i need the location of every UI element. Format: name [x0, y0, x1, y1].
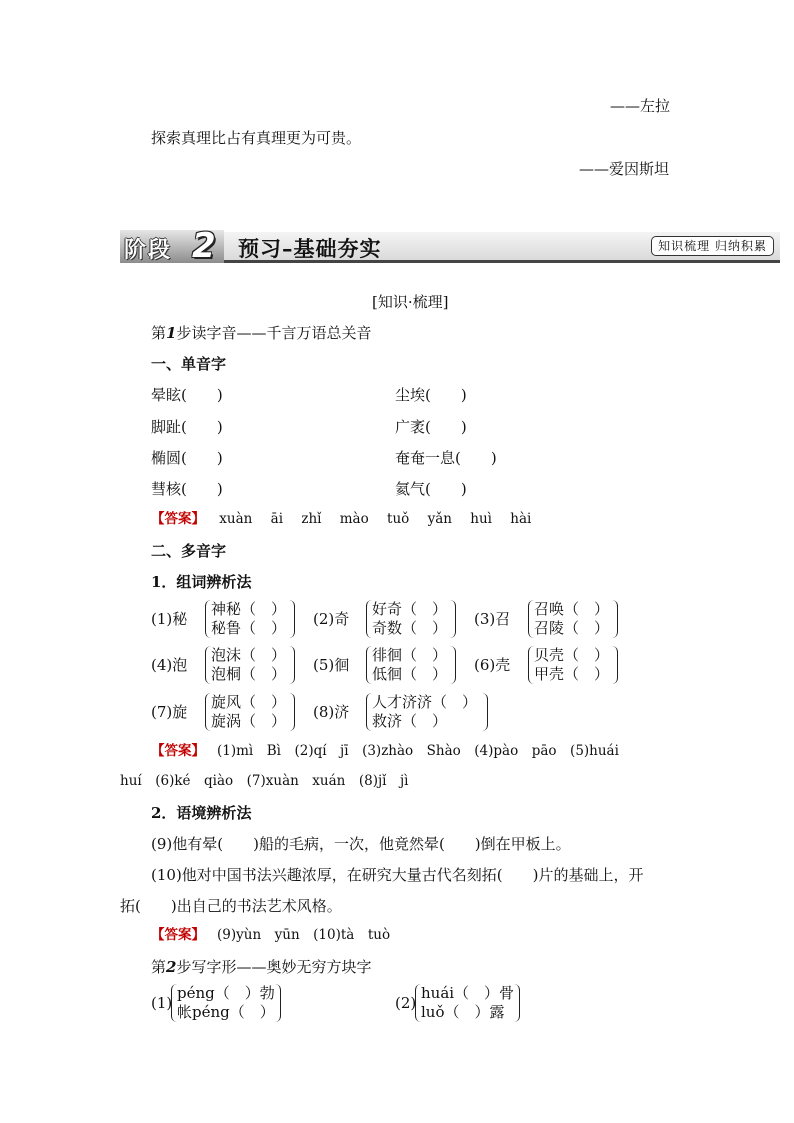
- part2-answer-line1: [151, 743, 619, 759]
- banner-tag: 知识梳理 归纳积累: [651, 236, 774, 256]
- group-item: 泡桐（ ）: [211, 665, 287, 683]
- stage-number: 2: [192, 226, 216, 266]
- part1-title: 一、单音字: [151, 355, 227, 373]
- word-item: 椭圆( ): [151, 449, 223, 467]
- group-item: 人才济济（ ）: [372, 693, 478, 711]
- right-brace: [481, 693, 488, 731]
- answer-label: 【答案】: [151, 927, 205, 943]
- group-item: 低徊（ ）: [372, 665, 448, 683]
- word-item: 尘埃( ): [395, 386, 467, 404]
- answer-value: yǎn: [427, 511, 452, 527]
- group-item: 召陵（ ）: [534, 619, 610, 637]
- right-brace: [449, 600, 456, 638]
- word-item: 晕眩( ): [151, 386, 223, 404]
- group-item: 徘徊（ ）: [372, 646, 448, 664]
- group-item: 贝壳（ ）: [534, 646, 610, 664]
- group-item: 奇数（ ）: [372, 619, 448, 637]
- right-brace: [611, 646, 618, 684]
- stage-label: 阶段: [124, 238, 173, 263]
- step1-number: 1: [166, 324, 177, 342]
- answer-label: 【答案】: [151, 743, 205, 759]
- word-item: 彗核( ): [151, 480, 223, 498]
- answer-value: (9)yùn yūn (10)tà tuò: [217, 927, 391, 943]
- part1-answer: [151, 511, 531, 527]
- group-label: (2)奇: [313, 610, 350, 628]
- right-brace: [288, 646, 295, 684]
- context-sentence: (9)他有晕( )船的毛病，一次，他竟然晕( )倒在甲板上。: [151, 835, 571, 853]
- answer-value: zhǐ: [301, 511, 322, 527]
- answer-value: āi: [270, 511, 284, 527]
- group-label: (5)徊: [313, 656, 350, 674]
- group-item: 旋风（ ）: [211, 693, 287, 711]
- group-item: 救济（ ）: [372, 712, 448, 730]
- method1-title: 1．组词辨析法: [151, 573, 252, 591]
- step2-heading: [151, 958, 371, 976]
- stage-banner: [120, 226, 780, 266]
- group-item: 泡沫（ ）: [211, 646, 287, 664]
- right-brace: [611, 600, 618, 638]
- word-item: 氦气( ): [395, 480, 467, 498]
- method2-title: 2．语境辨析法: [151, 804, 252, 822]
- shape-item: péng（ ）勃: [177, 984, 275, 1002]
- shape-item: luǒ（ ）露: [421, 1003, 505, 1021]
- part2-title: 二、多音字: [151, 542, 227, 560]
- shape-item: 帐péng（ ）: [177, 1003, 275, 1021]
- right-brace: [513, 984, 520, 1022]
- part2-answer-line2: huí (6)ké qiào (7)xuàn xuán (8)jǐ jì: [120, 773, 409, 789]
- answer-value: xuàn: [219, 511, 253, 527]
- right-brace: [274, 984, 281, 1022]
- stage-badge: [120, 226, 224, 266]
- context-sentence: (10)他对中国书法兴趣浓厚，在研究大量古代名刻拓( )片的基础上，开: [151, 866, 644, 884]
- group-label: (6)壳: [474, 656, 511, 674]
- answer-value: mào: [339, 511, 369, 527]
- group-item: 甲壳（ ）: [534, 665, 610, 683]
- step1-heading: [151, 324, 371, 342]
- section-title: [知识·梳理]: [372, 293, 449, 311]
- quote-attribution-einstein: ——爱因斯坦: [579, 160, 670, 178]
- right-brace: [288, 600, 295, 638]
- step2-rest: 步写字形——奥妙无穷方块字: [176, 958, 372, 976]
- word-item: 脚趾( ): [151, 418, 223, 436]
- word-item: 奄奄一息( ): [395, 449, 497, 467]
- group-item: 神秘（ ）: [211, 600, 287, 618]
- context-sentence-cont: 拓( )出自己的书法艺术风格。: [120, 897, 342, 915]
- group-item: 秘鲁（ ）: [211, 619, 287, 637]
- part2-answer2: [151, 927, 390, 943]
- answer-value: (1)mì Bì (2)qí jī (3)zhào Shào (4)pào pāo (5)huái: [217, 743, 619, 759]
- quote-text: 探索真理比占有真理更为可贵。: [151, 129, 362, 147]
- answer-value: huì: [470, 511, 492, 527]
- step1-prefix: 第: [151, 324, 167, 342]
- shape-group-label: (2): [395, 994, 417, 1012]
- group-item: 好奇（ ）: [372, 600, 448, 618]
- group-item: 旋涡（ ）: [211, 712, 287, 730]
- answer-label: 【答案】: [151, 511, 205, 527]
- group-label: (4)泡: [151, 656, 188, 674]
- answer-value: hài: [510, 511, 532, 527]
- quote-attribution-zola: ——左拉: [610, 97, 671, 115]
- group-label: (7)旋: [151, 703, 188, 721]
- step2-number: 2: [166, 958, 177, 976]
- answer-value: tuǒ: [387, 511, 410, 527]
- banner-title: 预习–基础夯实: [238, 236, 382, 261]
- group-label: (3)召: [474, 610, 511, 628]
- right-brace: [288, 693, 295, 731]
- step2-prefix: 第: [151, 958, 167, 976]
- shape-item: huái（ ）骨: [421, 984, 515, 1002]
- group-label: (1)秘: [151, 610, 188, 628]
- group-item: 召唤（ ）: [534, 600, 610, 618]
- step1-rest: 步读字音——千言万语总关音: [176, 324, 372, 342]
- group-label: (8)济: [313, 703, 350, 721]
- right-brace: [449, 646, 456, 684]
- word-item: 广袤( ): [395, 418, 467, 436]
- shape-group-label: (1): [151, 994, 173, 1012]
